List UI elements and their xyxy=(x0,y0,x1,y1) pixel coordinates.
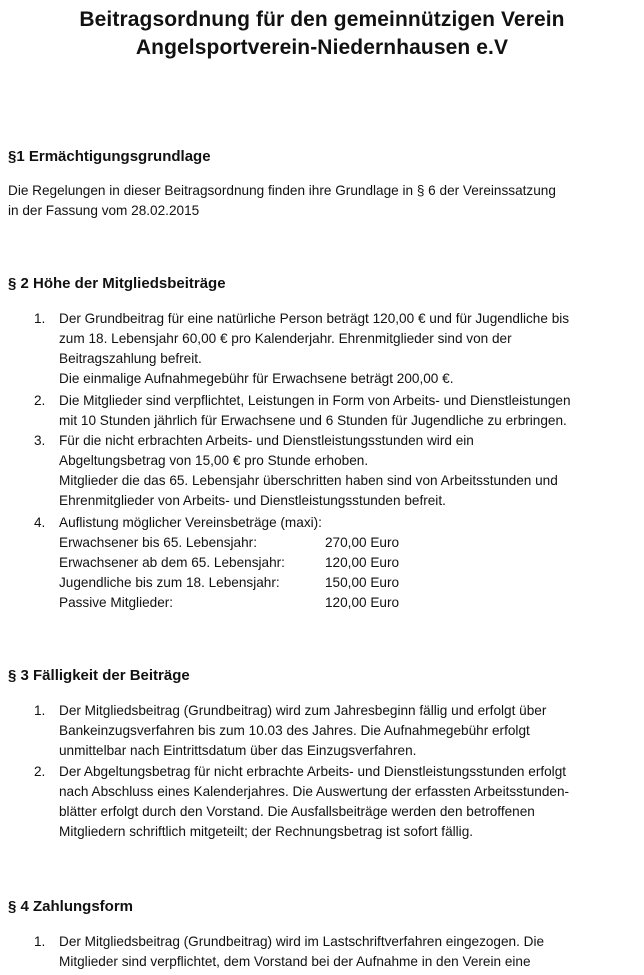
item-line: Der Mitgliedsbeitrag (Grundbeitrag) wird im Lastschriftverfahren eingezogen. Die xyxy=(59,934,545,949)
section-1-line: Die Regelungen in dieser Beitragsordnung finden ihre Grundlage in § 6 der Vereinssatzung xyxy=(8,183,556,198)
section-2-item-4 xyxy=(34,513,638,533)
fee-value: 120,00 Euro xyxy=(325,595,400,610)
item-line: Mitglieder sind verpflichtet, dem Vorstand bei der Aufnahme in den Verein eine xyxy=(59,954,531,969)
list-number: 4. xyxy=(34,515,46,530)
section-3-heading: § 3 Fälligkeit der Beiträge xyxy=(8,667,190,684)
list-number: 1. xyxy=(34,934,46,949)
item-line: Die einmalige Aufnahmegebühr für Erwachsene beträgt 200,00 €. xyxy=(59,371,454,386)
item-line: Für die nicht erbrachten Arbeits- und Dienstleistungsstunden wird ein xyxy=(59,433,474,448)
item-line: Ehrenmitglieder von Arbeits- und Dienstleistungsstunden befreit. xyxy=(59,493,446,508)
section-3-item-2 xyxy=(34,762,638,842)
section-2-heading: § 2 Höhe der Mitgliedsbeiträge xyxy=(8,275,226,292)
fee-label: Passive Mitglieder: xyxy=(59,595,174,610)
item-line: Der Mitgliedsbeitrag (Grundbeitrag) wird zum Jahresbeginn fällig und erfolgt über xyxy=(59,703,547,718)
document-title-line-2: Angelsportverein-Niedernhausen e.V xyxy=(135,36,509,59)
section-1-heading: §1 Ermächtigungsgrundlage xyxy=(8,148,211,165)
list-number: 1. xyxy=(34,311,46,326)
fee-label: Jugendliche bis zum 18. Lebensjahr: xyxy=(59,575,280,590)
item-line: Der Grundbeitrag für eine natürliche Person beträgt 120,00 € und für Jugendliche bis xyxy=(59,311,570,326)
section-2-item-2 xyxy=(34,391,638,431)
item-line: zum 18. Lebensjahr 60,00 € pro Kalenderjahr. Ehrenmitglieder sind von der xyxy=(59,331,512,346)
item-line: Beitragszahlung befreit. xyxy=(59,351,202,366)
fee-label: Erwachsener ab dem 65. Lebensjahr: xyxy=(59,555,285,570)
section-4-item-1 xyxy=(34,932,638,972)
section-4-heading: § 4 Zahlungsform xyxy=(8,898,134,915)
list-number: 2. xyxy=(34,393,46,408)
item-line: Auflistung möglicher Vereinsbeträge (maxi): xyxy=(59,515,322,530)
item-line: blätter erfolgt durch den Vorstand. Die Ausfallsbeiträge werden den betroffenen xyxy=(59,804,535,819)
item-line: Mitgliedern schriftlich mitgeteilt; der Rechnungsbetrag ist sofort fällig. xyxy=(59,824,474,839)
section-3-item-1 xyxy=(34,701,638,761)
fee-label: Erwachsener bis 65. Lebensjahr: xyxy=(59,535,257,550)
item-line: Bankeinzugsverfahren bis zum 10.03 des Jahres. Die Aufnahmegebühr erfolgt xyxy=(59,723,530,738)
list-number: 3. xyxy=(34,433,46,448)
section-2-item-1 xyxy=(34,309,638,389)
item-line: nach Abschluss eines Kalenderjahres. Die Auswertung der erfassten Arbeitsstunden- xyxy=(59,784,570,799)
item-line: Die Mitglieder sind verpflichtet, Leistungen in Form von Arbeits- und Dienstleistungen xyxy=(59,393,571,408)
item-line: mit 10 Stunden jährlich für Erwachsene und 6 Stunden für Jugendliche zu erbringen. xyxy=(59,413,567,428)
fee-value: 120,00 Euro xyxy=(325,555,400,570)
item-line: Der Abgeltungsbetrag für nicht erbrachte Arbeits- und Dienstleistungsstunden erfolgt xyxy=(59,764,567,779)
section-2-item-3 xyxy=(34,431,638,511)
item-line: Mitglieder die das 65. Lebensjahr überschritten haben sind von Arbeitsstunden und xyxy=(59,473,558,488)
fee-value: 150,00 Euro xyxy=(325,575,400,590)
list-number: 2. xyxy=(34,764,46,779)
item-line: unmittelbar nach Eintrittsdatum über das Einzugsverfahren. xyxy=(59,743,417,758)
fee-value: 270,00 Euro xyxy=(325,535,400,550)
document-title-line-1: Beitragsordnung für den gemeinnützigen Verein xyxy=(79,8,565,31)
item-line: Abgeltungsbetrag von 15,00 € pro Stunde erhoben. xyxy=(59,453,369,468)
list-number: 1. xyxy=(34,703,46,718)
section-1-line: in der Fassung vom 28.02.2015 xyxy=(8,203,200,218)
section-1-paragraph xyxy=(8,181,638,221)
